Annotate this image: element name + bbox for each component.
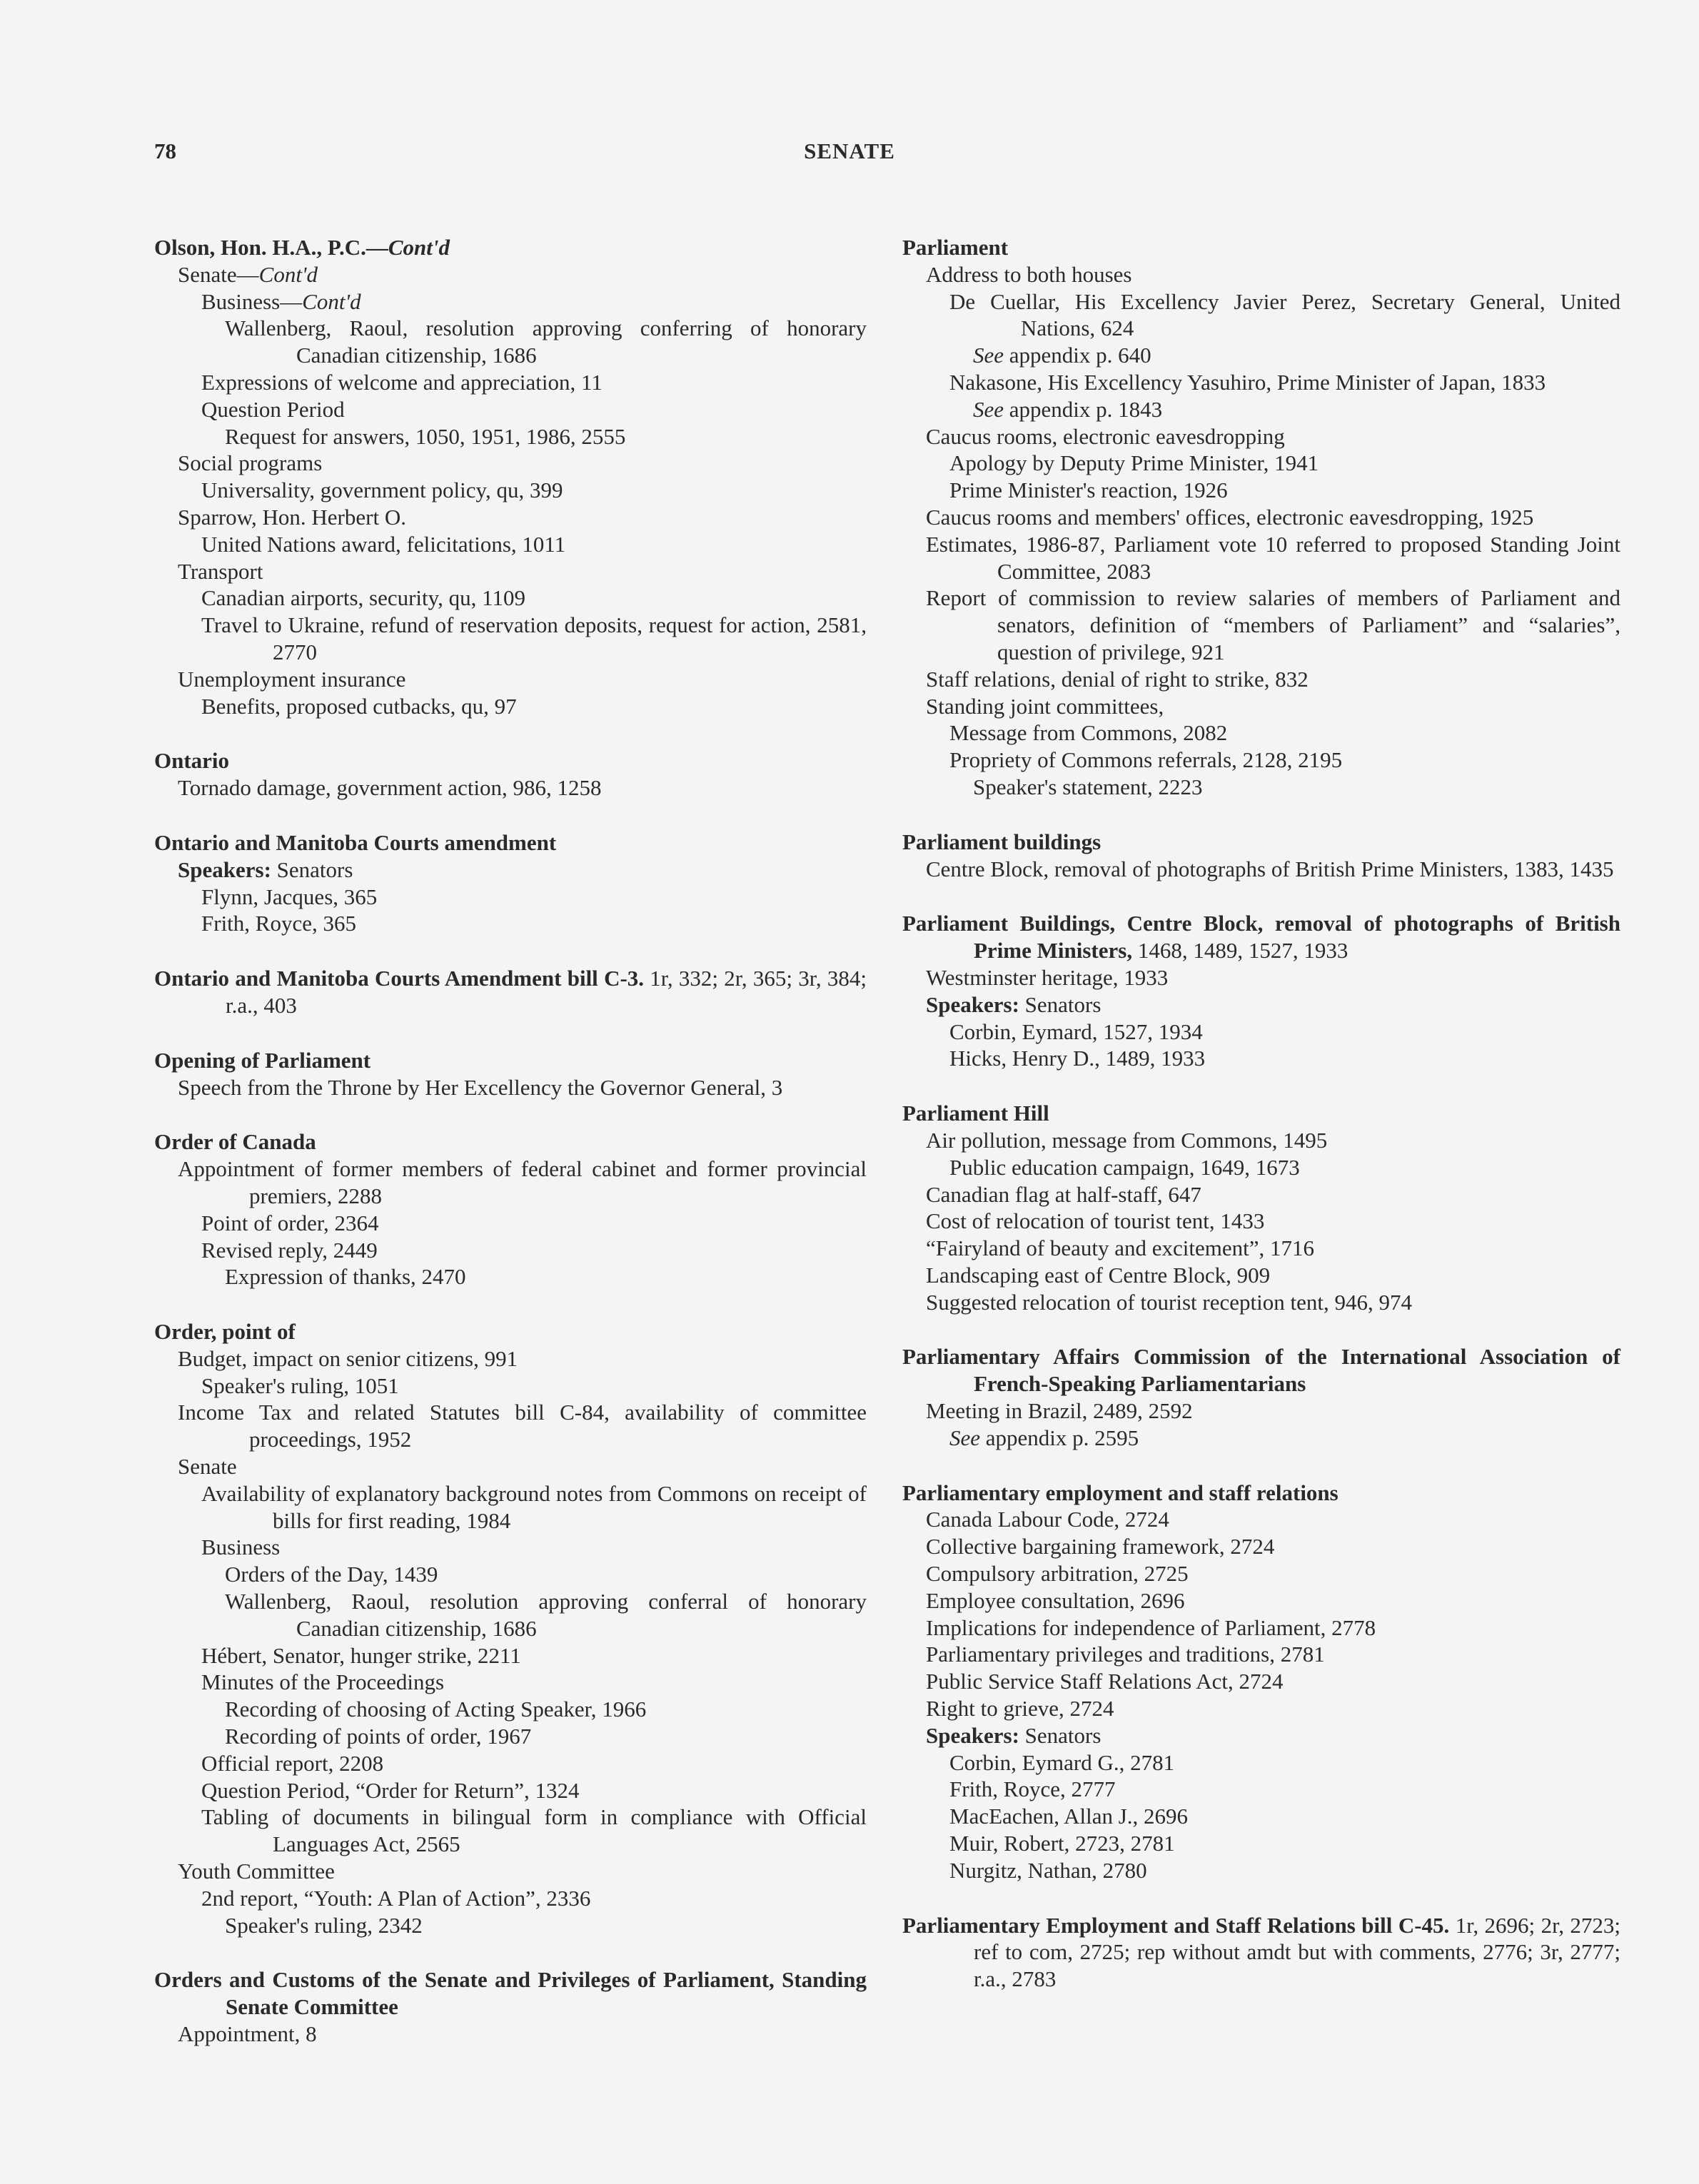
- index-text: Benefits, proposed cutbacks, qu, 97: [201, 693, 517, 719]
- index-text: Revised reply, 2449: [201, 1237, 378, 1263]
- index-subentry: [154, 585, 867, 612]
- index-text: Transport: [178, 558, 263, 584]
- index-entry: [154, 829, 867, 937]
- index-text: Muir, Robert, 2723, 2781: [949, 1831, 1175, 1856]
- index-text: Canadian airports, security, qu, 1109: [201, 585, 525, 611]
- index-text: Parliamentary Employment and Staff Relations bill C-45.: [902, 1912, 1450, 1938]
- index-text: Speaker's ruling, 2342: [225, 1912, 423, 1938]
- index-heading: [902, 234, 1620, 261]
- index-subentry: [902, 1776, 1620, 1803]
- index-text: Wallenberg, Raoul, resolution approving conferring of honorary Canadian citizenship, 1686: [225, 315, 867, 368]
- index-subentry: [902, 1425, 1620, 1452]
- index-text: Speakers:: [926, 991, 1019, 1017]
- index-subentry: [154, 910, 867, 937]
- index-heading: [902, 829, 1620, 856]
- index-subentry: [902, 1289, 1620, 1316]
- index-text: See: [973, 396, 1004, 422]
- index-text: MacEachen, Allan J., 2696: [949, 1804, 1189, 1829]
- index-text: 1r, 332; 2r, 365; 3r, 384; r.a., 403: [226, 966, 867, 1018]
- index-entry: [154, 965, 867, 1019]
- index-text: De Cuellar, His Excellency Javier Perez, Secretary General, United Nations, 624: [949, 288, 1620, 341]
- index-subentry: [154, 612, 867, 666]
- index-text: Public Service Staff Relations Act, 2724: [926, 1669, 1284, 1694]
- index-subentry: [154, 1777, 867, 1804]
- index-text: Cont'd: [302, 288, 361, 314]
- index-text: United Nations award, felicitations, 1011: [201, 531, 566, 557]
- index-subentry: [154, 1885, 867, 1912]
- index-text: Employee consultation, 2696: [926, 1587, 1185, 1613]
- index-subentry: [902, 531, 1620, 585]
- running-head: SENATE: [804, 138, 895, 163]
- index-subentry: [154, 1750, 867, 1777]
- index-subentry: [902, 693, 1620, 720]
- index-text: Speech from the Throne by Her Excellency the Governor General, 3: [178, 1074, 783, 1100]
- index-text: Right to grieve, 2724: [926, 1696, 1114, 1722]
- index-subentry: [902, 477, 1620, 504]
- index-text: Business: [201, 1535, 281, 1560]
- index-heading: [154, 965, 867, 1019]
- index-text: Standing joint committees,: [926, 693, 1164, 719]
- index-text: Speakers:: [926, 1722, 1019, 1748]
- index-text: Ontario and Manitoba Courts Amendment bill C-3.: [154, 966, 645, 991]
- index-heading: [902, 910, 1620, 964]
- index-text: Appointment, 8: [178, 2021, 317, 2047]
- index-text: Question Period: [201, 396, 345, 422]
- index-text: Appointment of former members of federal cabinet and former provincial premiers, 2288: [178, 1156, 867, 1208]
- index-subentry: [902, 1641, 1620, 1668]
- index-text: Parliament buildings: [902, 829, 1101, 854]
- index-text: Budget, impact on senior citizens, 991: [178, 1345, 518, 1371]
- index-text: “Fairyland of beauty and excitement”, 1716: [926, 1235, 1315, 1261]
- index-text: Estimates, 1986-87, Parliament vote 10 referred to proposed Standing Joint Committee, 2083: [926, 531, 1620, 584]
- index-text: Minutes of the Proceedings: [201, 1669, 445, 1695]
- index-heading: [154, 1318, 867, 1345]
- index-subentry: [902, 585, 1620, 665]
- index-subentry: [154, 693, 867, 720]
- index-subentry: [154, 396, 867, 423]
- index-subentry: [902, 1560, 1620, 1587]
- index-subentry: [902, 1127, 1620, 1154]
- index-text: Speaker's ruling, 1051: [201, 1372, 399, 1398]
- index-text: appendix p. 2595: [980, 1425, 1139, 1450]
- index-subentry: [154, 261, 867, 288]
- index-subentry: [902, 719, 1620, 747]
- index-text: Speaker's statement, 2223: [973, 774, 1203, 799]
- index-column-right: [902, 234, 1620, 2021]
- index-heading: [902, 1912, 1620, 1993]
- index-subentry: [154, 450, 867, 477]
- index-subentry: [902, 1533, 1620, 1560]
- index-subentry: [154, 1399, 867, 1453]
- index-subentry: [154, 1372, 867, 1400]
- index-text: Senators: [1019, 991, 1101, 1017]
- index-text: 1r, 2696; 2r, 2723; ref to com, 2725; rep without amdt but with comments, 2776; 3r, 2777; r.a., 2783: [974, 1912, 1621, 1992]
- index-text: Parliamentary employment and staff relations: [902, 1480, 1338, 1505]
- index-text: Nakasone, His Excellency Yasuhiro, Prime Minister of Japan, 1833: [949, 369, 1546, 395]
- index-subentry: [154, 856, 867, 884]
- index-text: Public education campaign, 1649, 1673: [949, 1154, 1300, 1180]
- index-subentry: [154, 1669, 867, 1696]
- index-text: Caucus rooms and members' offices, electronic eavesdropping, 1925: [926, 504, 1534, 530]
- index-text: Canada Labour Code, 2724: [926, 1507, 1169, 1532]
- index-text: Availability of explanatory background notes from Commons on receipt of bills for first reading, 1984: [201, 1480, 867, 1533]
- index-text: Ontario: [154, 748, 230, 774]
- index-subentry: [154, 1480, 867, 1535]
- index-heading: [154, 747, 867, 774]
- index-text: Order of Canada: [154, 1129, 316, 1155]
- index-entry: [154, 1128, 867, 1290]
- index-text: Parliament Hill: [902, 1101, 1049, 1126]
- index-heading: [154, 829, 867, 856]
- index-subentry: [154, 531, 867, 558]
- index-subentry: [154, 1642, 867, 1669]
- index-text: Canadian flag at half-staff, 647: [926, 1181, 1201, 1207]
- index-text: Suggested relocation of tourist reception tent, 946, 974: [926, 1289, 1412, 1315]
- index-text: Wallenberg, Raoul, resolution approving conferral of honorary Canadian citizenship, 1686: [225, 1589, 867, 1641]
- index-text: Hicks, Henry D., 1489, 1933: [949, 1046, 1206, 1071]
- index-entry: [902, 1100, 1620, 1315]
- index-text: appendix p. 640: [1004, 343, 1151, 368]
- index-entry: [902, 910, 1620, 1072]
- index-text: Compulsory arbitration, 2725: [926, 1561, 1189, 1587]
- index-text: Recording of points of order, 1967: [225, 1724, 532, 1749]
- index-text: Prime Minister's reaction, 1926: [949, 477, 1228, 503]
- index-subentry: [902, 369, 1620, 396]
- index-subentry: [154, 1588, 867, 1642]
- index-subentry: [154, 666, 867, 693]
- index-subentry: [902, 1695, 1620, 1722]
- index-text: Order, point of: [154, 1319, 296, 1345]
- index-subentry: [154, 288, 867, 315]
- index-subentry: [154, 1237, 867, 1264]
- index-subentry: [154, 1723, 867, 1750]
- index-subentry: [154, 477, 867, 504]
- index-subentry: [902, 1397, 1620, 1425]
- index-text: Frith, Royce, 365: [201, 911, 356, 936]
- index-subentry: [902, 1614, 1620, 1642]
- index-subentry: [154, 315, 867, 369]
- index-text: Corbin, Eymard G., 2781: [949, 1749, 1175, 1775]
- index-text: Point of order, 2364: [201, 1210, 379, 1235]
- index-entry: [902, 1912, 1620, 1993]
- index-subentry: [902, 450, 1620, 477]
- index-text: Message from Commons, 2082: [949, 720, 1228, 746]
- index-subentry: [154, 1210, 867, 1237]
- index-subentry: [902, 261, 1620, 288]
- index-heading: [154, 1966, 867, 2021]
- index-subentry: [902, 856, 1620, 883]
- index-text: appendix p. 1843: [1004, 396, 1163, 422]
- index-subentry: [902, 1235, 1620, 1262]
- index-subentry: [154, 504, 867, 531]
- index-text: Landscaping east of Centre Block, 909: [926, 1262, 1271, 1288]
- index-text: Request for answers, 1050, 1951, 1986, 2555: [225, 423, 626, 449]
- index-text: Senate—: [178, 261, 259, 287]
- index-text: Parliament Buildings, Centre Block, removal of photographs of British Prime Ministers,: [902, 911, 1620, 964]
- index-heading: [154, 1128, 867, 1156]
- index-text: Caucus rooms, electronic eavesdropping: [926, 423, 1285, 449]
- index-text: Centre Block, removal of photographs of British Prime Ministers, 1383, 1435: [926, 856, 1614, 881]
- index-text: Income Tax and related Statutes bill C-84, availability of committee proceedings, 1952: [178, 1400, 867, 1452]
- index-entry: [154, 1047, 867, 1101]
- index-text: Expressions of welcome and appreciation, 11: [201, 369, 603, 395]
- index-text: Senate: [178, 1454, 237, 1480]
- index-subentry: [154, 1453, 867, 1480]
- index-subentry: [902, 1749, 1620, 1776]
- index-text: Cont'd: [388, 235, 450, 260]
- index-text: Unemployment insurance: [178, 666, 406, 692]
- index-text: Flynn, Jacques, 365: [201, 884, 378, 909]
- index-subentry: [902, 1803, 1620, 1830]
- index-subentry: [154, 1696, 867, 1723]
- index-text: Social programs: [178, 450, 323, 476]
- index-text: Report of commission to review salaries of members of Parliament and senators, definition of “members of Parliament” and “salaries”, question of privilege, 921: [926, 585, 1620, 664]
- index-subentry: [154, 1263, 867, 1290]
- index-subentry: [902, 1857, 1620, 1884]
- index-subentry: [902, 1830, 1620, 1857]
- index-heading: [154, 1047, 867, 1074]
- index-text: Tabling of documents in bilingual form in compliance with Official Languages Act, 2565: [201, 1804, 867, 1857]
- index-subentry: [902, 1668, 1620, 1695]
- index-subentry: [154, 423, 867, 450]
- index-text: Air pollution, message from Commons, 1495: [926, 1127, 1328, 1153]
- index-text: Universality, government policy, qu, 399: [201, 477, 563, 503]
- index-text: Tornado damage, government action, 986, 1258: [178, 775, 602, 801]
- index-subentry: [902, 991, 1620, 1018]
- index-subentry: [902, 342, 1620, 369]
- index-subentry: [154, 1074, 867, 1101]
- index-subentry: [902, 1262, 1620, 1289]
- index-subentry: [902, 423, 1620, 450]
- index-text: Question Period, “Order for Return”, 1324: [201, 1777, 580, 1803]
- index-subentry: [902, 288, 1620, 343]
- index-text: See: [973, 343, 1004, 368]
- index-subentry: [902, 396, 1620, 423]
- index-text: Official report, 2208: [201, 1750, 384, 1776]
- index-entry: [154, 747, 867, 802]
- index-text: Senators: [1019, 1722, 1101, 1748]
- index-text: Senators: [271, 856, 353, 882]
- index-subentry: [154, 369, 867, 396]
- index-text: Frith, Royce, 2777: [949, 1776, 1116, 1802]
- index-text: 1468, 1489, 1527, 1933: [1132, 938, 1348, 964]
- index-heading: [902, 1100, 1620, 1127]
- index-text: Expression of thanks, 2470: [225, 1264, 466, 1290]
- index-subentry: [154, 1345, 867, 1372]
- index-heading: [154, 234, 867, 261]
- index-entry: [902, 1480, 1620, 1884]
- index-text: Hébert, Senator, hunger strike, 2211: [201, 1642, 521, 1668]
- index-text: Staff relations, denial of right to strike, 832: [926, 666, 1309, 692]
- index-subentry: [154, 2021, 867, 2048]
- index-text: Apology by Deputy Prime Minister, 1941: [949, 450, 1319, 476]
- index-subentry: [902, 1208, 1620, 1235]
- index-subentry: [154, 1534, 867, 1561]
- index-text: Olson, Hon. H.A., P.C.—: [154, 235, 388, 260]
- index-entry: [902, 234, 1620, 801]
- index-text: Meeting in Brazil, 2489, 2592: [926, 1398, 1193, 1424]
- index-subentry: [902, 504, 1620, 531]
- index-entry: [902, 829, 1620, 883]
- index-entry: [154, 1318, 867, 1938]
- index-subentry: [902, 1587, 1620, 1614]
- index-subentry: [154, 884, 867, 911]
- index-column-left: [154, 234, 867, 2076]
- index-text: Travel to Ukraine, refund of reservation deposits, request for action, 2581, 2770: [201, 612, 867, 664]
- index-entry: [154, 234, 867, 719]
- index-subentry: [902, 1506, 1620, 1533]
- index-subentry: [902, 747, 1620, 774]
- index-subentry: [154, 558, 867, 585]
- index-subentry: [902, 1154, 1620, 1181]
- index-heading: [902, 1343, 1620, 1397]
- index-text: Address to both houses: [926, 261, 1132, 287]
- index-text: Speakers:: [178, 856, 271, 882]
- index-text: Sparrow, Hon. Herbert O.: [178, 504, 406, 530]
- index-subentry: [902, 774, 1620, 801]
- index-text: Cont'd: [258, 261, 318, 287]
- index-subentry: [154, 1912, 867, 1939]
- index-text: Corbin, Eymard, 1527, 1934: [949, 1018, 1203, 1044]
- index-subentry: [902, 1045, 1620, 1072]
- index-text: Youth Committee: [178, 1859, 335, 1884]
- index-entry: [154, 1966, 867, 2047]
- index-text: Nurgitz, Nathan, 2780: [949, 1857, 1147, 1883]
- index-text: Implications for independence of Parliament, 2778: [926, 1614, 1376, 1640]
- index-subentry: [154, 1156, 867, 1210]
- index-text: 2nd report, “Youth: A Plan of Action”, 2336: [201, 1885, 591, 1911]
- index-text: Collective bargaining framework, 2724: [926, 1534, 1275, 1559]
- index-text: See: [949, 1425, 981, 1450]
- index-subentry: [902, 666, 1620, 693]
- index-text: Orders and Customs of the Senate and Privileges of Parliament, Standing Senate Committee: [154, 1967, 867, 2020]
- index-text: Business—: [201, 288, 303, 314]
- index-text: Opening of Parliament: [154, 1047, 371, 1073]
- index-text: Cost of relocation of tourist tent, 1433: [926, 1208, 1265, 1234]
- index-text: Westminster heritage, 1933: [926, 964, 1169, 990]
- index-subentry: [902, 1018, 1620, 1046]
- index-text: Ontario and Manitoba Courts amendment: [154, 829, 557, 855]
- index-subentry: [154, 1804, 867, 1858]
- index-subentry: [154, 1561, 867, 1588]
- index-entry: [902, 1343, 1620, 1451]
- index-subentry: [902, 1722, 1620, 1749]
- index-text: Parliamentary Affairs Commission of the International Association of French-Speaking Parliamentarians: [902, 1344, 1620, 1397]
- index-subentry: [154, 774, 867, 802]
- index-subentry: [902, 1181, 1620, 1208]
- index-text: Orders of the Day, 1439: [225, 1562, 438, 1587]
- index-heading: [902, 1480, 1620, 1507]
- index-text: Recording of choosing of Acting Speaker, 1966: [225, 1697, 647, 1722]
- page-number: 78: [154, 138, 176, 163]
- index-text: Parliament: [902, 235, 1009, 260]
- index-text: Parliamentary privileges and traditions, 2781: [926, 1642, 1325, 1667]
- index-text: Propriety of Commons referrals, 2128, 2195: [949, 747, 1343, 773]
- index-subentry: [154, 1858, 867, 1885]
- index-subentry: [902, 964, 1620, 991]
